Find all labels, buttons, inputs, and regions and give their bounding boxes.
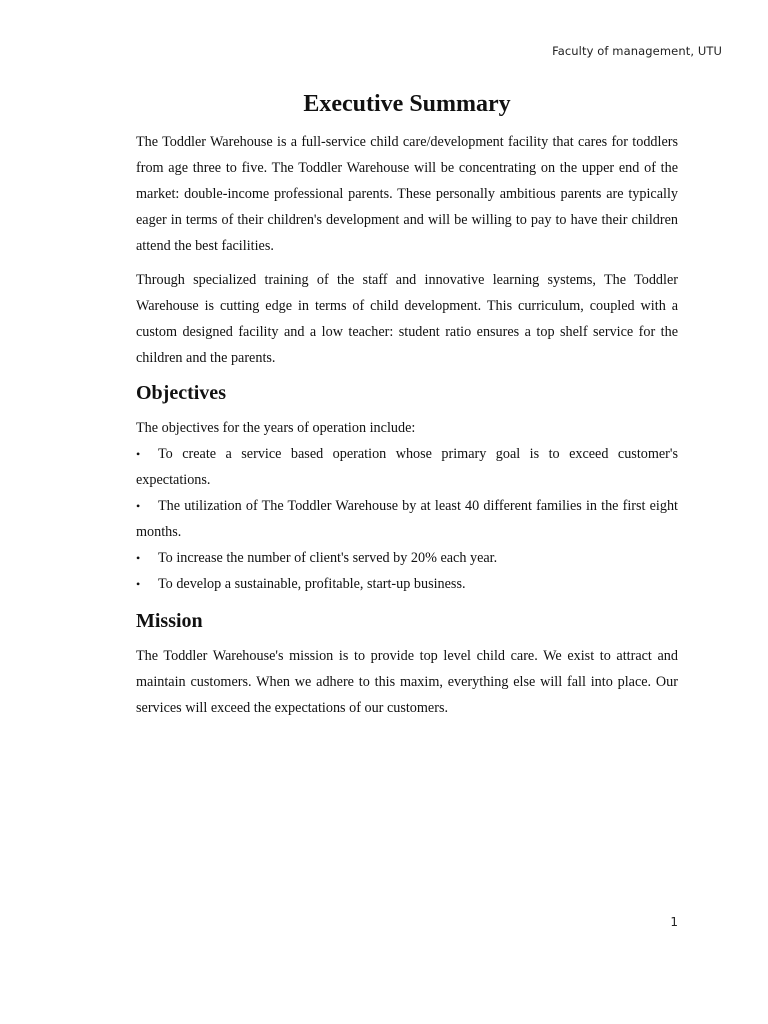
objective-item	[136, 441, 678, 493]
summary-paragraph-2: Through specialized training of the staff and innovative learning systems, The Toddler Warehouse is cutting edge in terms of child development. This curriculum, coupled with a custom designed facility and a low teacher: student ratio ensures a top shelf service for the children and the parents.	[136, 272, 678, 366]
mission-paragraph: The Toddler Warehouse's mission is to provide top level child care. We exist to attract and maintain customers. When we adhere to this maxim, everything else will fall into place. Our services will exceed the expectations of our customers.	[136, 648, 678, 716]
summary-paragraph-1: The Toddler Warehouse is a full-service child care/development facility that cares for toddlers from age three to five. The Toddler Warehouse will be concentrating on the upper end of the market: double-income professional parents. These personally ambitious parents are typically eager in terms of their children's development and will be willing to pay to have their children attend the best facilities.	[136, 134, 678, 254]
bullet-icon: •	[136, 577, 141, 591]
document-body	[136, 88, 678, 729]
objective-text: To create a service based operation whose primary goal is to exceed customer's expectations.	[136, 446, 678, 488]
objectives-intro: The objectives for the years of operation include:	[136, 420, 416, 436]
objective-text: The utilization of The Toddler Warehouse by at least 40 different families in the first eight months.	[136, 498, 678, 540]
bullet-icon: •	[136, 551, 141, 565]
page-header: Faculty of management, UTU	[552, 44, 722, 58]
objective-item	[136, 545, 678, 571]
objective-text: To increase the number of client's served by 20% each year.	[158, 550, 498, 566]
objectives-list	[136, 441, 678, 597]
mission-heading: Mission	[136, 610, 203, 632]
objective-item	[136, 571, 678, 597]
page-title: Executive Summary	[303, 91, 511, 117]
objectives-heading: Objectives	[136, 382, 226, 404]
bullet-icon: •	[136, 447, 141, 461]
objective-text: To develop a sustainable, profitable, start-up business.	[158, 576, 466, 592]
objective-item	[136, 493, 678, 545]
page-number: 1	[670, 915, 678, 929]
bullet-icon: •	[136, 499, 141, 513]
